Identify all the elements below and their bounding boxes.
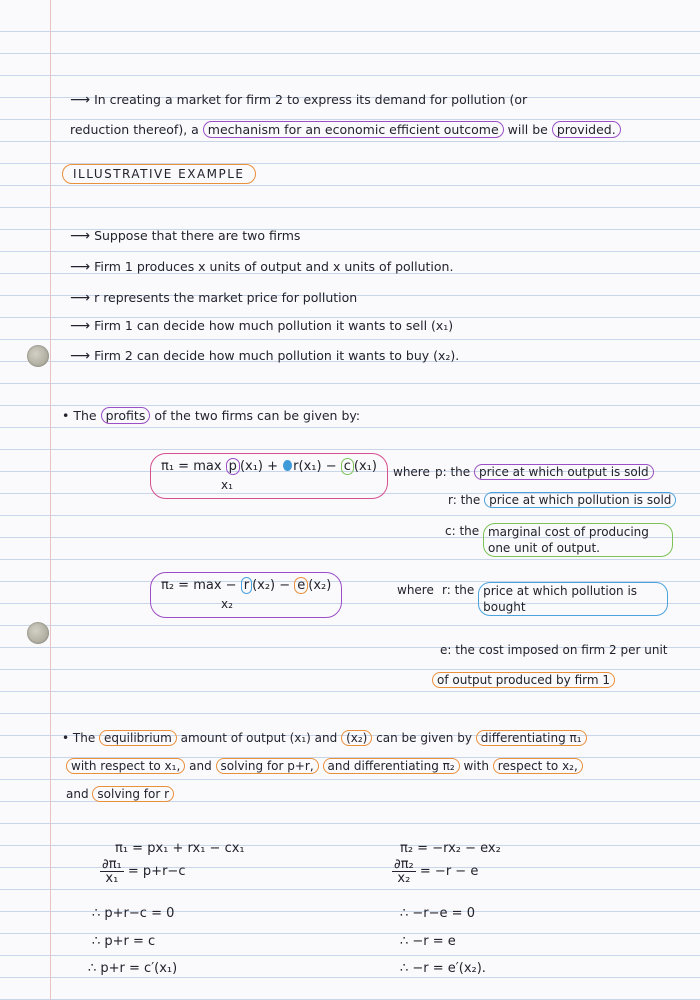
- bullet-item: [70, 259, 453, 275]
- fraction-denominator: x₁: [105, 871, 119, 886]
- profit-formula-firm-1: [150, 453, 388, 499]
- profits-prefix: • The: [62, 408, 97, 423]
- eq-text: amount of output (x₁) and: [180, 731, 338, 745]
- bullet-text: Suppose that there are two firms: [94, 228, 301, 243]
- math-right-derivative: [392, 858, 478, 885]
- formula-term: (x₂) −: [252, 578, 291, 593]
- circled-symbol: p: [226, 458, 240, 475]
- fraction-numerator: ∂π₁: [102, 857, 122, 872]
- circled-symbol: e: [294, 577, 308, 594]
- bullet-text: Firm 2 can decide how much pollution it wants to buy (x₂).: [94, 348, 460, 363]
- profits-rest: of the two firms can be given by:: [154, 408, 361, 423]
- section-heading: ILLUSTRATIVE EXAMPLE: [62, 164, 256, 184]
- circled-phrase: differentiating π₁: [476, 730, 587, 746]
- circled-symbol: c: [341, 458, 354, 475]
- def-label: p: the: [435, 465, 471, 479]
- eq-text: • The: [62, 731, 96, 745]
- fraction: [100, 858, 124, 885]
- derivative-rhs: = p+r−c: [127, 864, 186, 879]
- eq-text: can be given by: [376, 731, 472, 745]
- definition-r: [448, 492, 676, 508]
- where-label: where: [393, 465, 430, 479]
- margin-line: [50, 0, 51, 1000]
- circled-phrase: (x₂): [341, 730, 372, 746]
- definition-e-cont: [432, 672, 615, 688]
- fraction: [392, 858, 416, 885]
- arrow-icon: ⟶: [70, 259, 91, 275]
- circled-phrase: and differentiating π₂: [323, 758, 460, 774]
- bullet-text: Firm 1 produces x units of output and x units of pollution.: [94, 259, 454, 274]
- fraction-denominator: x₂: [397, 871, 411, 886]
- def-label: c: the: [445, 524, 480, 538]
- max-subscript: x₁: [221, 478, 233, 492]
- circled-definition: marginal cost of producing one unit of output.: [483, 523, 673, 557]
- formula-term: (x₂): [308, 578, 332, 593]
- punch-hole: [27, 345, 49, 367]
- intro-line-2: [70, 122, 621, 138]
- circled-definition: price at which pollution is bought: [478, 582, 668, 616]
- bullet-item: [70, 228, 300, 244]
- bullet-text: Firm 1 can decide how much pollution it wants to sell (x₁): [94, 318, 454, 333]
- bullet-text: r represents the market price for pollution: [94, 290, 358, 305]
- circled-phrase: mechanism for an economic efficient outcome: [203, 121, 504, 138]
- math-left-line-1: π₁ = px₁ + rx₁ − cx₁: [115, 841, 245, 856]
- circled-phrase: respect to x₂,: [493, 758, 583, 774]
- definition-p: [435, 464, 654, 480]
- equilibrium-line-1: [62, 730, 587, 746]
- circled-word: profits: [101, 407, 151, 424]
- definition-e: [440, 642, 668, 658]
- eq-text: with: [463, 759, 489, 773]
- def-label: r: the: [448, 493, 481, 507]
- intro-text: will be: [507, 122, 548, 137]
- circled-definition: price at which output is sold: [474, 464, 654, 480]
- circled-phrase: solving for r: [92, 786, 174, 802]
- arrow-icon: ⟶: [70, 290, 91, 306]
- math-left-line-4: ∴ p+r = c: [92, 934, 156, 949]
- math-right-line-1: π₂ = −rx₂ − ex₂: [400, 841, 501, 856]
- arrow-icon: ⟶: [70, 92, 91, 108]
- arrow-icon: ⟶: [70, 348, 91, 364]
- arrow-icon: ⟶: [70, 228, 91, 244]
- math-right-line-5: ∴ −r = e′(x₂).: [400, 961, 486, 976]
- intro-text: In creating a market for firm 2 to express its demand for pollution (or: [94, 92, 528, 107]
- profit-formula-firm-2: [150, 572, 342, 618]
- derivative-rhs: = −r − e: [419, 864, 479, 879]
- math-right-line-3: ∴ −r−e = 0: [400, 906, 475, 921]
- max-subscript: x₂: [221, 597, 233, 611]
- equilibrium-line-3: [66, 786, 174, 802]
- punch-hole: [27, 622, 49, 644]
- formula-lhs: π₂ = max: [161, 578, 222, 593]
- circled-phrase: solving for p+r,: [216, 758, 319, 774]
- circled-definition: price at which pollution is sold: [484, 492, 676, 508]
- where-label: where: [397, 583, 434, 597]
- formula-lhs: π₁ = max: [161, 459, 222, 474]
- eq-text: and: [189, 759, 212, 773]
- formula-term: (x₁) −: [298, 459, 337, 474]
- arrow-icon: ⟶: [70, 318, 91, 334]
- circled-symbol-dot: [283, 460, 292, 471]
- bullet-item: [70, 318, 453, 334]
- formula-term: (x₁): [353, 459, 377, 474]
- math-left-line-5: ∴ p+r = c′(x₁): [88, 961, 178, 976]
- intro-text: reduction thereof), a: [70, 122, 199, 137]
- circled-symbol: r: [241, 577, 252, 594]
- math-left-line-3: ∴ p+r−c = 0: [92, 906, 175, 921]
- fraction-numerator: ∂π₂: [394, 857, 414, 872]
- definition-c: [445, 523, 673, 557]
- def-label: e: the cost imposed on firm 2 per unit: [440, 643, 668, 657]
- circled-symbol: r: [293, 459, 299, 474]
- equilibrium-line-2: [66, 758, 583, 774]
- formula-term: (x₁) +: [239, 459, 279, 474]
- eq-text: and: [66, 787, 89, 801]
- circled-definition: of output produced by firm 1: [432, 672, 615, 688]
- math-right-line-4: ∴ −r = e: [400, 934, 456, 949]
- bullet-item: [70, 290, 357, 306]
- profits-intro: [62, 408, 360, 424]
- intro-line-1: [70, 92, 527, 108]
- math-left-derivative: [100, 858, 185, 885]
- bullet-item: [70, 348, 459, 364]
- formula-term: −: [225, 578, 237, 593]
- circled-phrase: provided.: [552, 121, 621, 138]
- circled-phrase: equilibrium: [99, 730, 177, 746]
- definition-r2: [442, 582, 668, 616]
- def-label: r: the: [442, 583, 475, 597]
- circled-phrase: with respect to x₁,: [66, 758, 185, 774]
